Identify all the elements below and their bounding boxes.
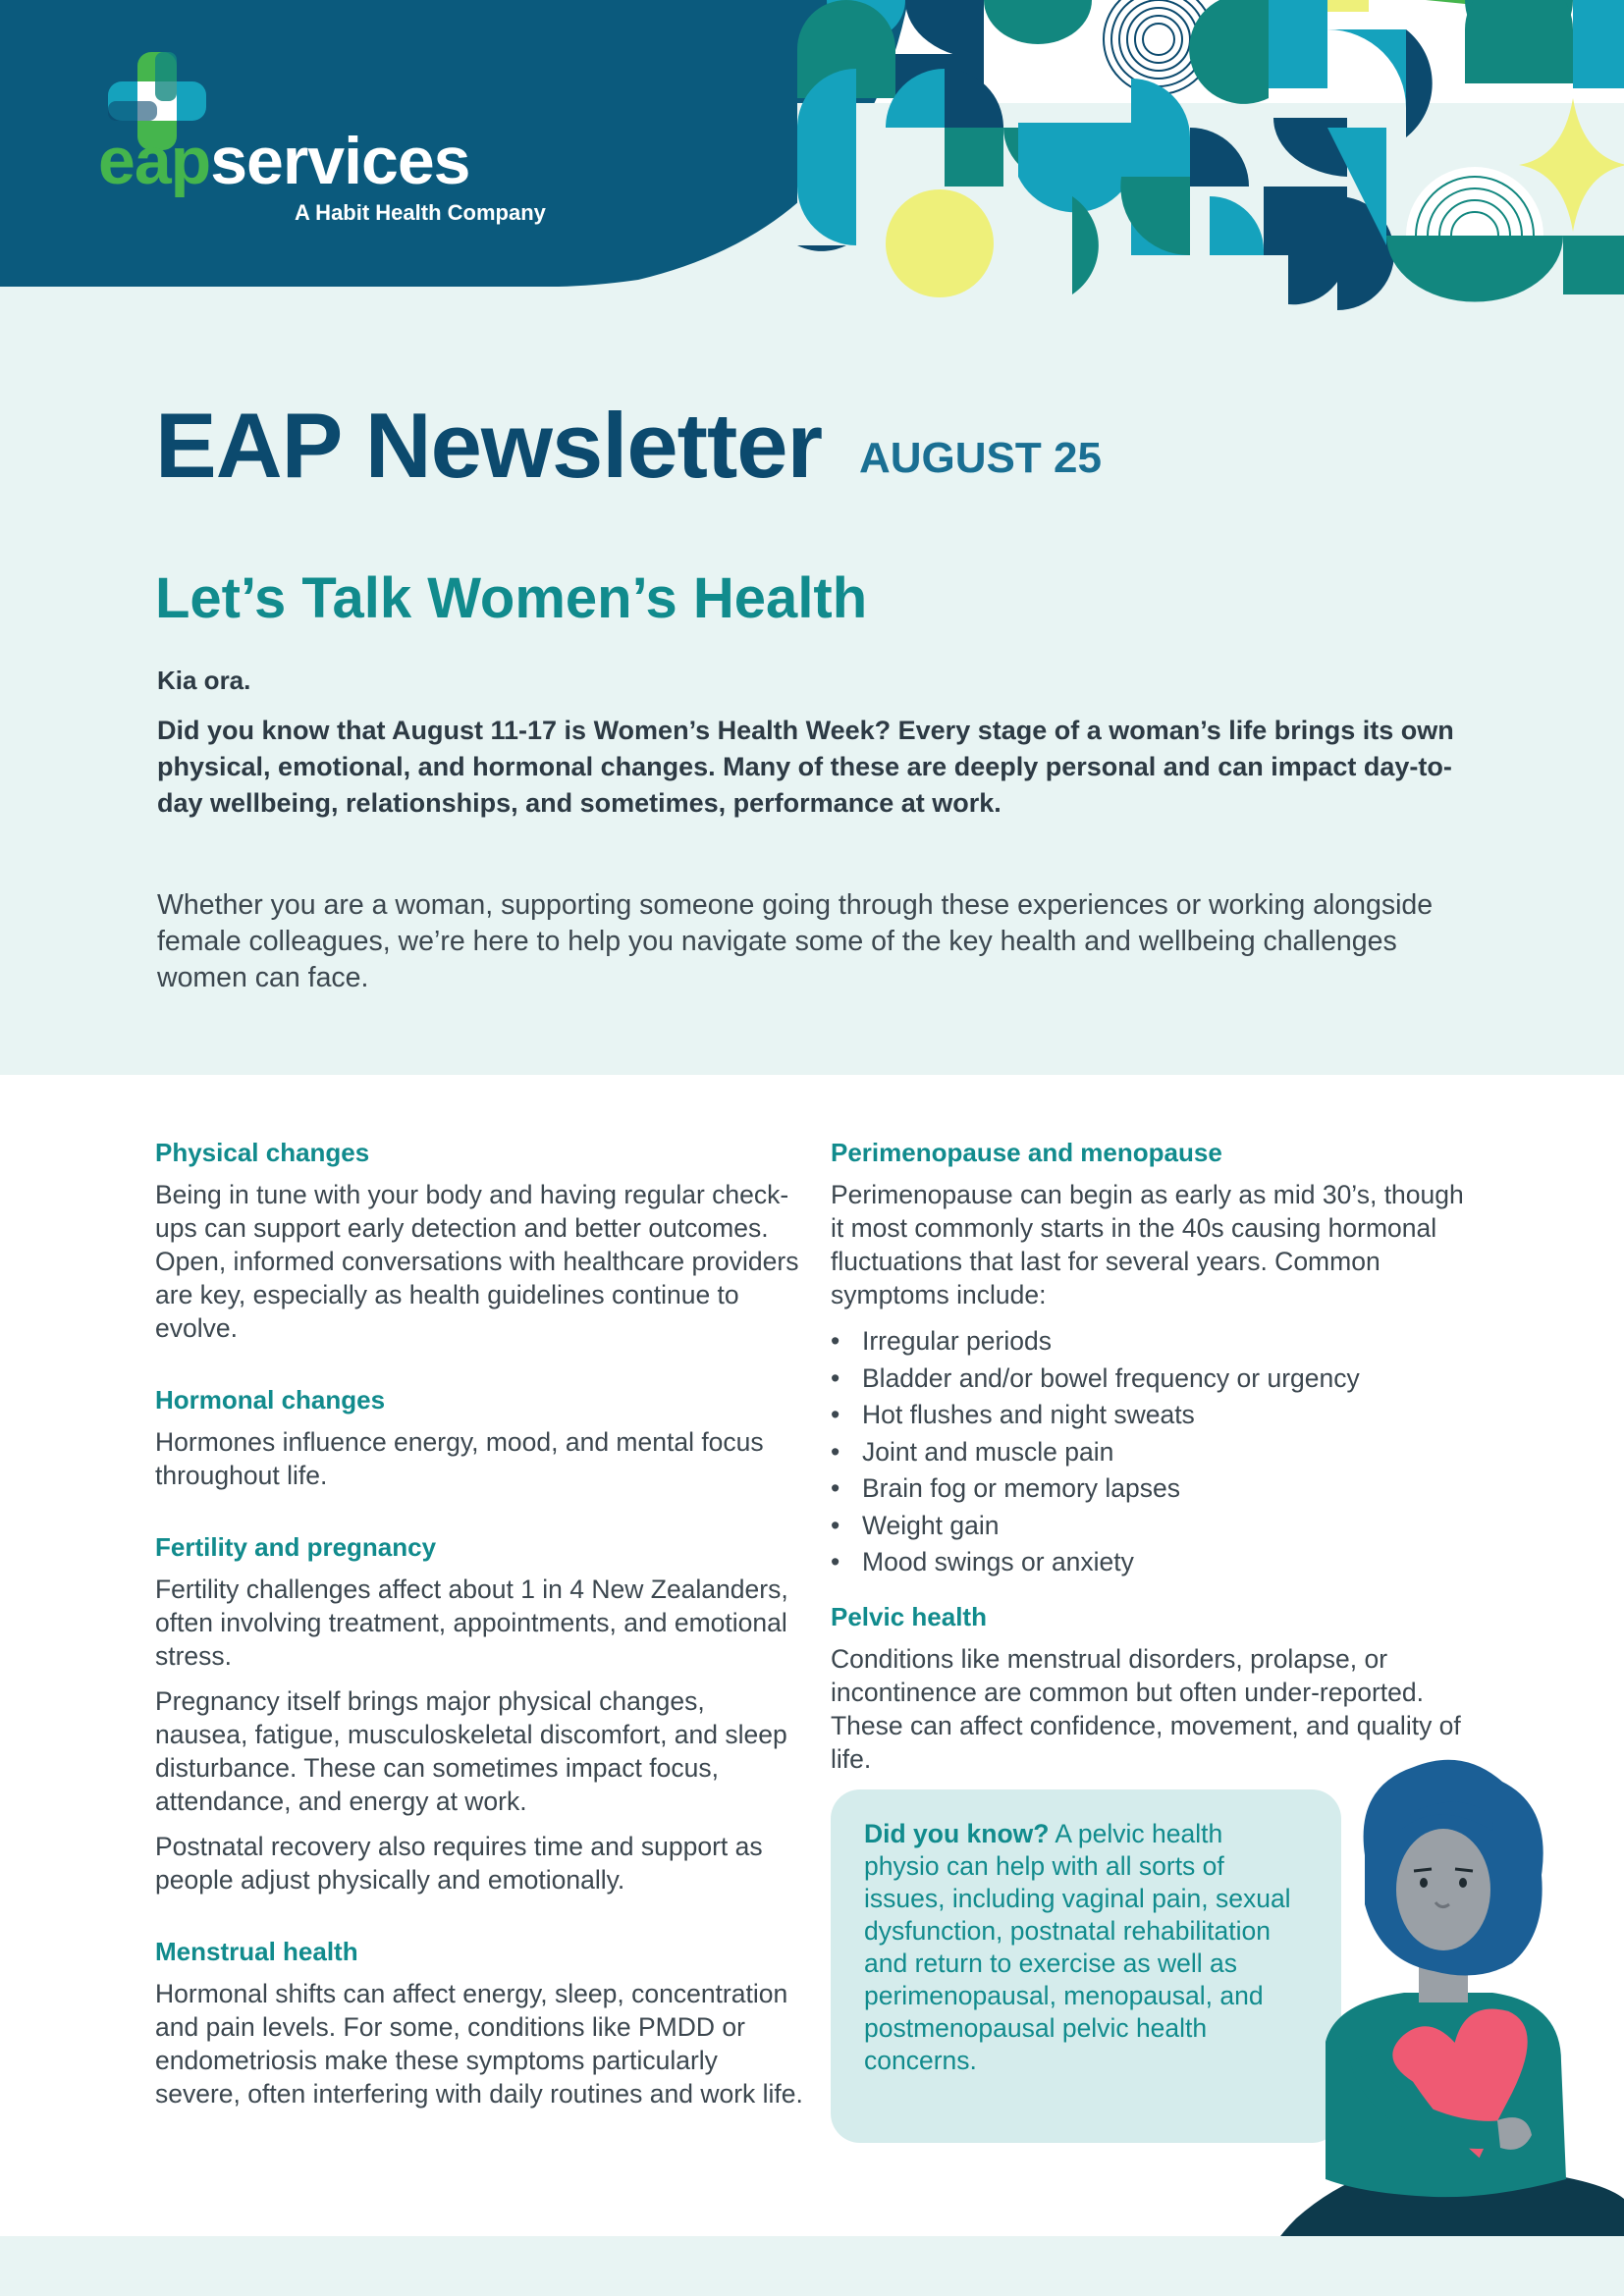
physical-changes-text: Being in tune with your body and having regular check-ups can support early detection and better outcomes. Open, informed conversations with healthcare providers are key, especially as health guidelines continue to evolve.	[155, 1180, 799, 1343]
menstrual-health-heading: Menstrual health	[155, 1937, 358, 1966]
hormonal-changes-text: Hormones influence energy, mood, and mental focus throughout life.	[155, 1427, 764, 1490]
callout-body: A pelvic health physio can help with all sorts of issues, including vaginal pain, sexual dysfunction, postnatal rehabilitation and return to exercise as well as perimenopausal, menopausal, and postmenopausal pelvic health concerns.	[864, 1819, 1291, 2075]
logo-eap-text: eap	[98, 124, 211, 198]
list-item: • Weight gain	[831, 1508, 1469, 1545]
fertility-text-1: Fertility challenges affect about 1 in 4 New Zealanders, often involving treatment, appointments, and emotional stress.	[155, 1575, 788, 1671]
article-heading: Let’s Talk Women’s Health	[155, 566, 868, 630]
list-item: • Bladder and/or bowel frequency or urgency	[831, 1361, 1469, 1398]
symptom-list	[831, 1323, 1469, 1581]
menopause-heading: Perimenopause and menopause	[831, 1138, 1222, 1167]
list-item: • Mood swings or anxiety	[831, 1544, 1469, 1581]
intro-bold-paragraph: Did you know that August 11-17 is Women’s Health Week? Every stage of a woman’s life brings its own physical, emotional, and hormonal changes. Many of these are deeply personal and can impact day-to-day wellbeing, relationships, and sometimes, performance at work.	[157, 716, 1454, 818]
left-column	[155, 1137, 803, 2122]
fertility-text-3: Postnatal recovery also requires time and support as people adjust physically and emotionally.	[155, 1832, 763, 1895]
logo-wordmark	[98, 123, 469, 199]
newsletter-title: EAP Newsletter	[155, 394, 823, 497]
newsletter-date: AUGUST 25	[859, 434, 1102, 482]
list-item: • Irregular periods	[831, 1323, 1469, 1361]
footer-band	[0, 2236, 1624, 2296]
callout-text	[864, 1818, 1296, 2077]
greeting: Kia ora.	[157, 666, 251, 695]
right-column	[831, 1137, 1469, 1788]
person-hugging-heart-illustration	[1267, 1708, 1624, 2296]
fertility-text-2: Pregnancy itself brings major physical changes, nausea, fatigue, musculoskeletal discomfort, and sleep disturbance. These can sometimes impact focus, attendance, and energy at work.	[155, 1686, 787, 1816]
list-item: • Joint and muscle pain	[831, 1434, 1469, 1471]
pelvic-health-text: Conditions like menstrual disorders, prolapse, or incontinence are common but often under-reported. These can affect confidence, movement, and quality of life.	[831, 1643, 1461, 1774]
menopause-text: Perimenopause can begin as early as mid 30’s, though it most commonly starts in the 40s causing hormonal fluctuations that last for several years. Common symptoms include:	[831, 1180, 1464, 1309]
logo-services-text: services	[210, 124, 470, 198]
hormonal-changes-heading: Hormonal changes	[155, 1385, 386, 1415]
list-item: • Hot flushes and night sweats	[831, 1397, 1469, 1434]
callout-lead: Did you know?	[864, 1819, 1050, 1848]
fertility-heading: Fertility and pregnancy	[155, 1532, 437, 1562]
menstrual-health-text: Hormonal shifts can affect energy, sleep, concentration and pain levels. For some, conditions like PMDD or endometriosis make these symptoms particularly severe, often interfering with daily routines and work life.	[155, 1979, 803, 2109]
physical-changes-heading: Physical changes	[155, 1138, 370, 1167]
intro-paragraph: Whether you are a woman, supporting someone going through these experiences or working alongside female colleagues, we’re here to help you navigate some of the key health and wellbeing challenges women can face.	[157, 889, 1434, 993]
logo-tagline: A Habit Health Company	[295, 200, 546, 225]
list-item: • Brain fog or memory lapses	[831, 1470, 1469, 1508]
pelvic-health-heading: Pelvic health	[831, 1601, 987, 1631]
decorative-pattern	[797, 0, 1624, 314]
